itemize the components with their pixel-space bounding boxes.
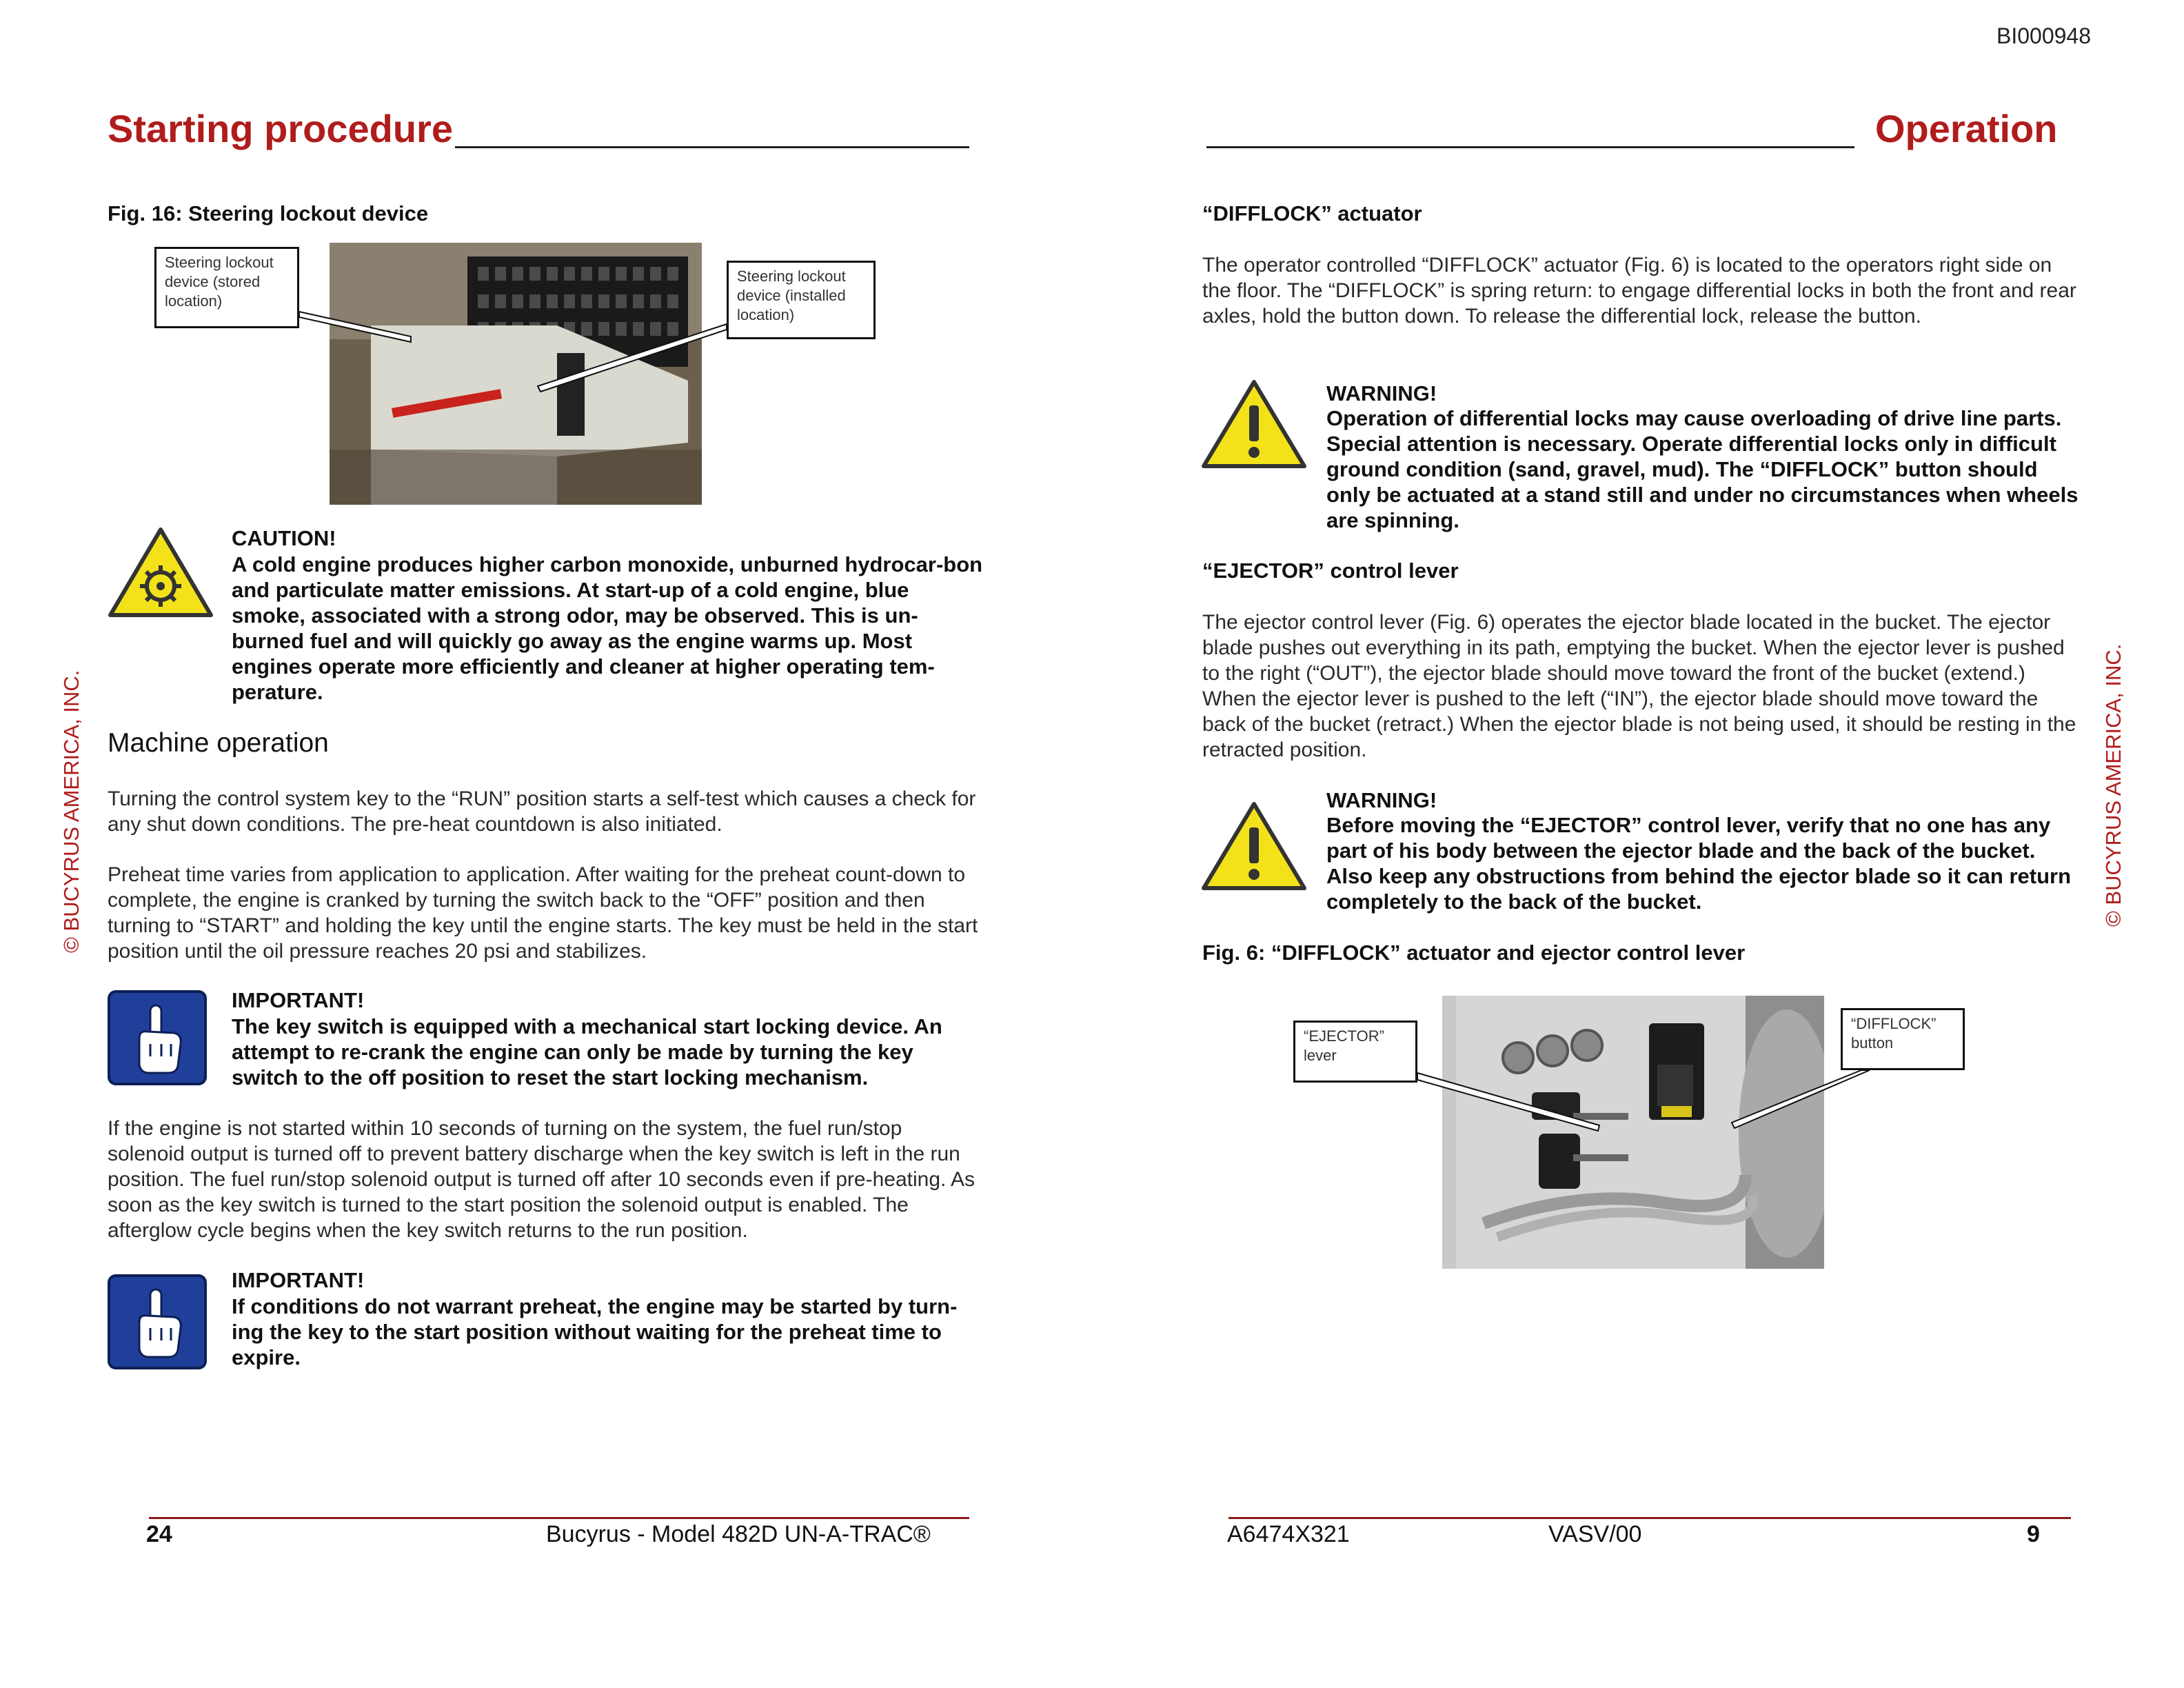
important2-label: IMPORTANT! (232, 1268, 365, 1292)
footer-page-number-right: 9 (2027, 1521, 2040, 1547)
important-hand-icon-2 (108, 1274, 207, 1369)
warning1-label: WARNING! (1326, 381, 1437, 405)
footer-page-number-left: 24 (146, 1521, 172, 1547)
footer-version: VASV/00 (1548, 1521, 1642, 1547)
callout-difflock-button: “DIFFLOCK” button (1841, 1008, 1965, 1070)
caution-label: CAUTION! (232, 526, 336, 550)
steering-lockout-photo (330, 243, 702, 505)
important1-text: The key switch is equipped with a mechanical start locking device. An attempt to re-crank the engine can only be made by turning the key switch to the off position to reset the start locking mechanism. (232, 1014, 942, 1089)
difflock-heading: “DIFFLOCK” actuator (1202, 201, 1422, 225)
paragraph-difflock: The operator controlled “DIFFLOCK” actuator (Fig. 6) is located to the operators right side on the floor. The “DIFFLOCK” is spring return: to engage differential locks in both the front and rear axles, hold the button down. To release the differential lock, release the button. (1202, 254, 2076, 328)
paragraph-ejector: The ejector control lever (Fig. 6) operates the ejector blade located in the bucket. The ejector blade pushes out everything in its path, emptying the bucket. When the ejector lever is pushed to the right (“OUT”), the ejector blade should move toward the front of the bucket (extend.) When the ejector lever is pushed to the left (“IN”), the ejector blade should move toward the back of the bucket (retract.) When the ejector blade is not being used, it should be resting in the retracted position. (1202, 611, 2076, 761)
paragraph-preheat: Preheat time varies from application to application. After waiting for the preheat count-down to complete, the engine is cranked by turning the switch back to the “OFF” position and then turning to “START” and holding the key until the engine starts. The key must be held in the start position until the oil pressure reaches 20 psi and stabilizes. (108, 863, 978, 963)
paragraph-key-run: Turning the control system key to the “RUN” position starts a self-test which causes a check for any shut down conditions. The pre-heat countdown is also initiated. (108, 787, 976, 836)
warning-icon-2 (1201, 800, 1307, 892)
footer-rule-left (149, 1517, 969, 1519)
ejector-heading: “EJECTOR” control lever (1202, 559, 1459, 583)
callout-steering-lockout-installed: Steering lockout device (installed location) (727, 261, 876, 339)
title-underline-right (1206, 146, 1854, 148)
important2-text: If conditions do not warrant preheat, the engine may be started by turn-ing the key to the start position without waiting for the preheat time to expire. (232, 1294, 958, 1369)
title-underline-left (455, 146, 969, 148)
footer-model: Bucyrus - Model 482D UN-A-TRAC® (546, 1521, 931, 1547)
fig6-caption: Fig. 6: “DIFFLOCK” actuator and ejector control lever (1202, 941, 1746, 965)
important1-label: IMPORTANT! (232, 988, 365, 1012)
warning2-label: WARNING! (1326, 788, 1437, 812)
page-title-left: Starting procedure (108, 107, 453, 150)
warning1-text: Operation of differential locks may cause overloading of drive line parts. Special attention is necessary. Operate differential locks only in difficult ground condition (sand, gravel, mud). The “DIFFLOCK” button should only be actuated at a stand still and under no circumstances when wheels are spinning. (1326, 406, 2079, 532)
difflock-ejector-photo (1442, 996, 1824, 1269)
callout-steering-lockout-stored: Steering lockout device (stored location) (154, 247, 299, 328)
caution-text: A cold engine produces higher carbon monoxide, unburned hydrocar-bon and particulate matter emissions. At start-up of a cold engine, blue smoke, associated with a strong odor, may be observed. This is un-burned fuel and will quickly go away as the engine warms up. Most engines operate more efficiently and cleaner at higher operating tem-perature. (232, 552, 983, 704)
side-copyright-right: © BUCYRUS AMERICA, INC. (2101, 643, 2125, 927)
callout-ejector-lever: “EJECTOR” lever (1293, 1021, 1417, 1083)
document-id: BI000948 (1996, 23, 2092, 48)
paragraph-fuel-solenoid: If the engine is not started within 10 seconds of turning on the system, the fuel run/stop solenoid output is turned off to prevent battery discharge when the key switch is left in the run position. The fuel run/stop solenoid output is turned off after 10 seconds even if pre-heating. As soon as the key switch is turned to the start position the solenoid output is enabled. The afterglow cycle begins when the key switch returns to the run position. (108, 1117, 975, 1242)
footer-document-code: A6474X321 (1227, 1521, 1350, 1547)
warning2-text: Before moving the “EJECTOR” control lever, verify that no one has any part of his body between the ejector blade and the back of the bucket. Also keep any obstructions from behind the ejector blade so it can return completely to the back of the bucket. (1326, 813, 2072, 914)
side-copyright-left: © BUCYRUS AMERICA, INC. (59, 670, 83, 953)
machine-operation-heading: Machine operation (108, 728, 329, 758)
caution-hazard-icon (108, 525, 214, 619)
footer-rule-right (1228, 1517, 2071, 1519)
important-hand-icon (108, 990, 207, 1085)
page-title-right: Operation (1875, 107, 2058, 150)
warning-icon (1201, 378, 1307, 470)
fig16-caption: Fig. 16: Steering lockout device (108, 201, 429, 225)
